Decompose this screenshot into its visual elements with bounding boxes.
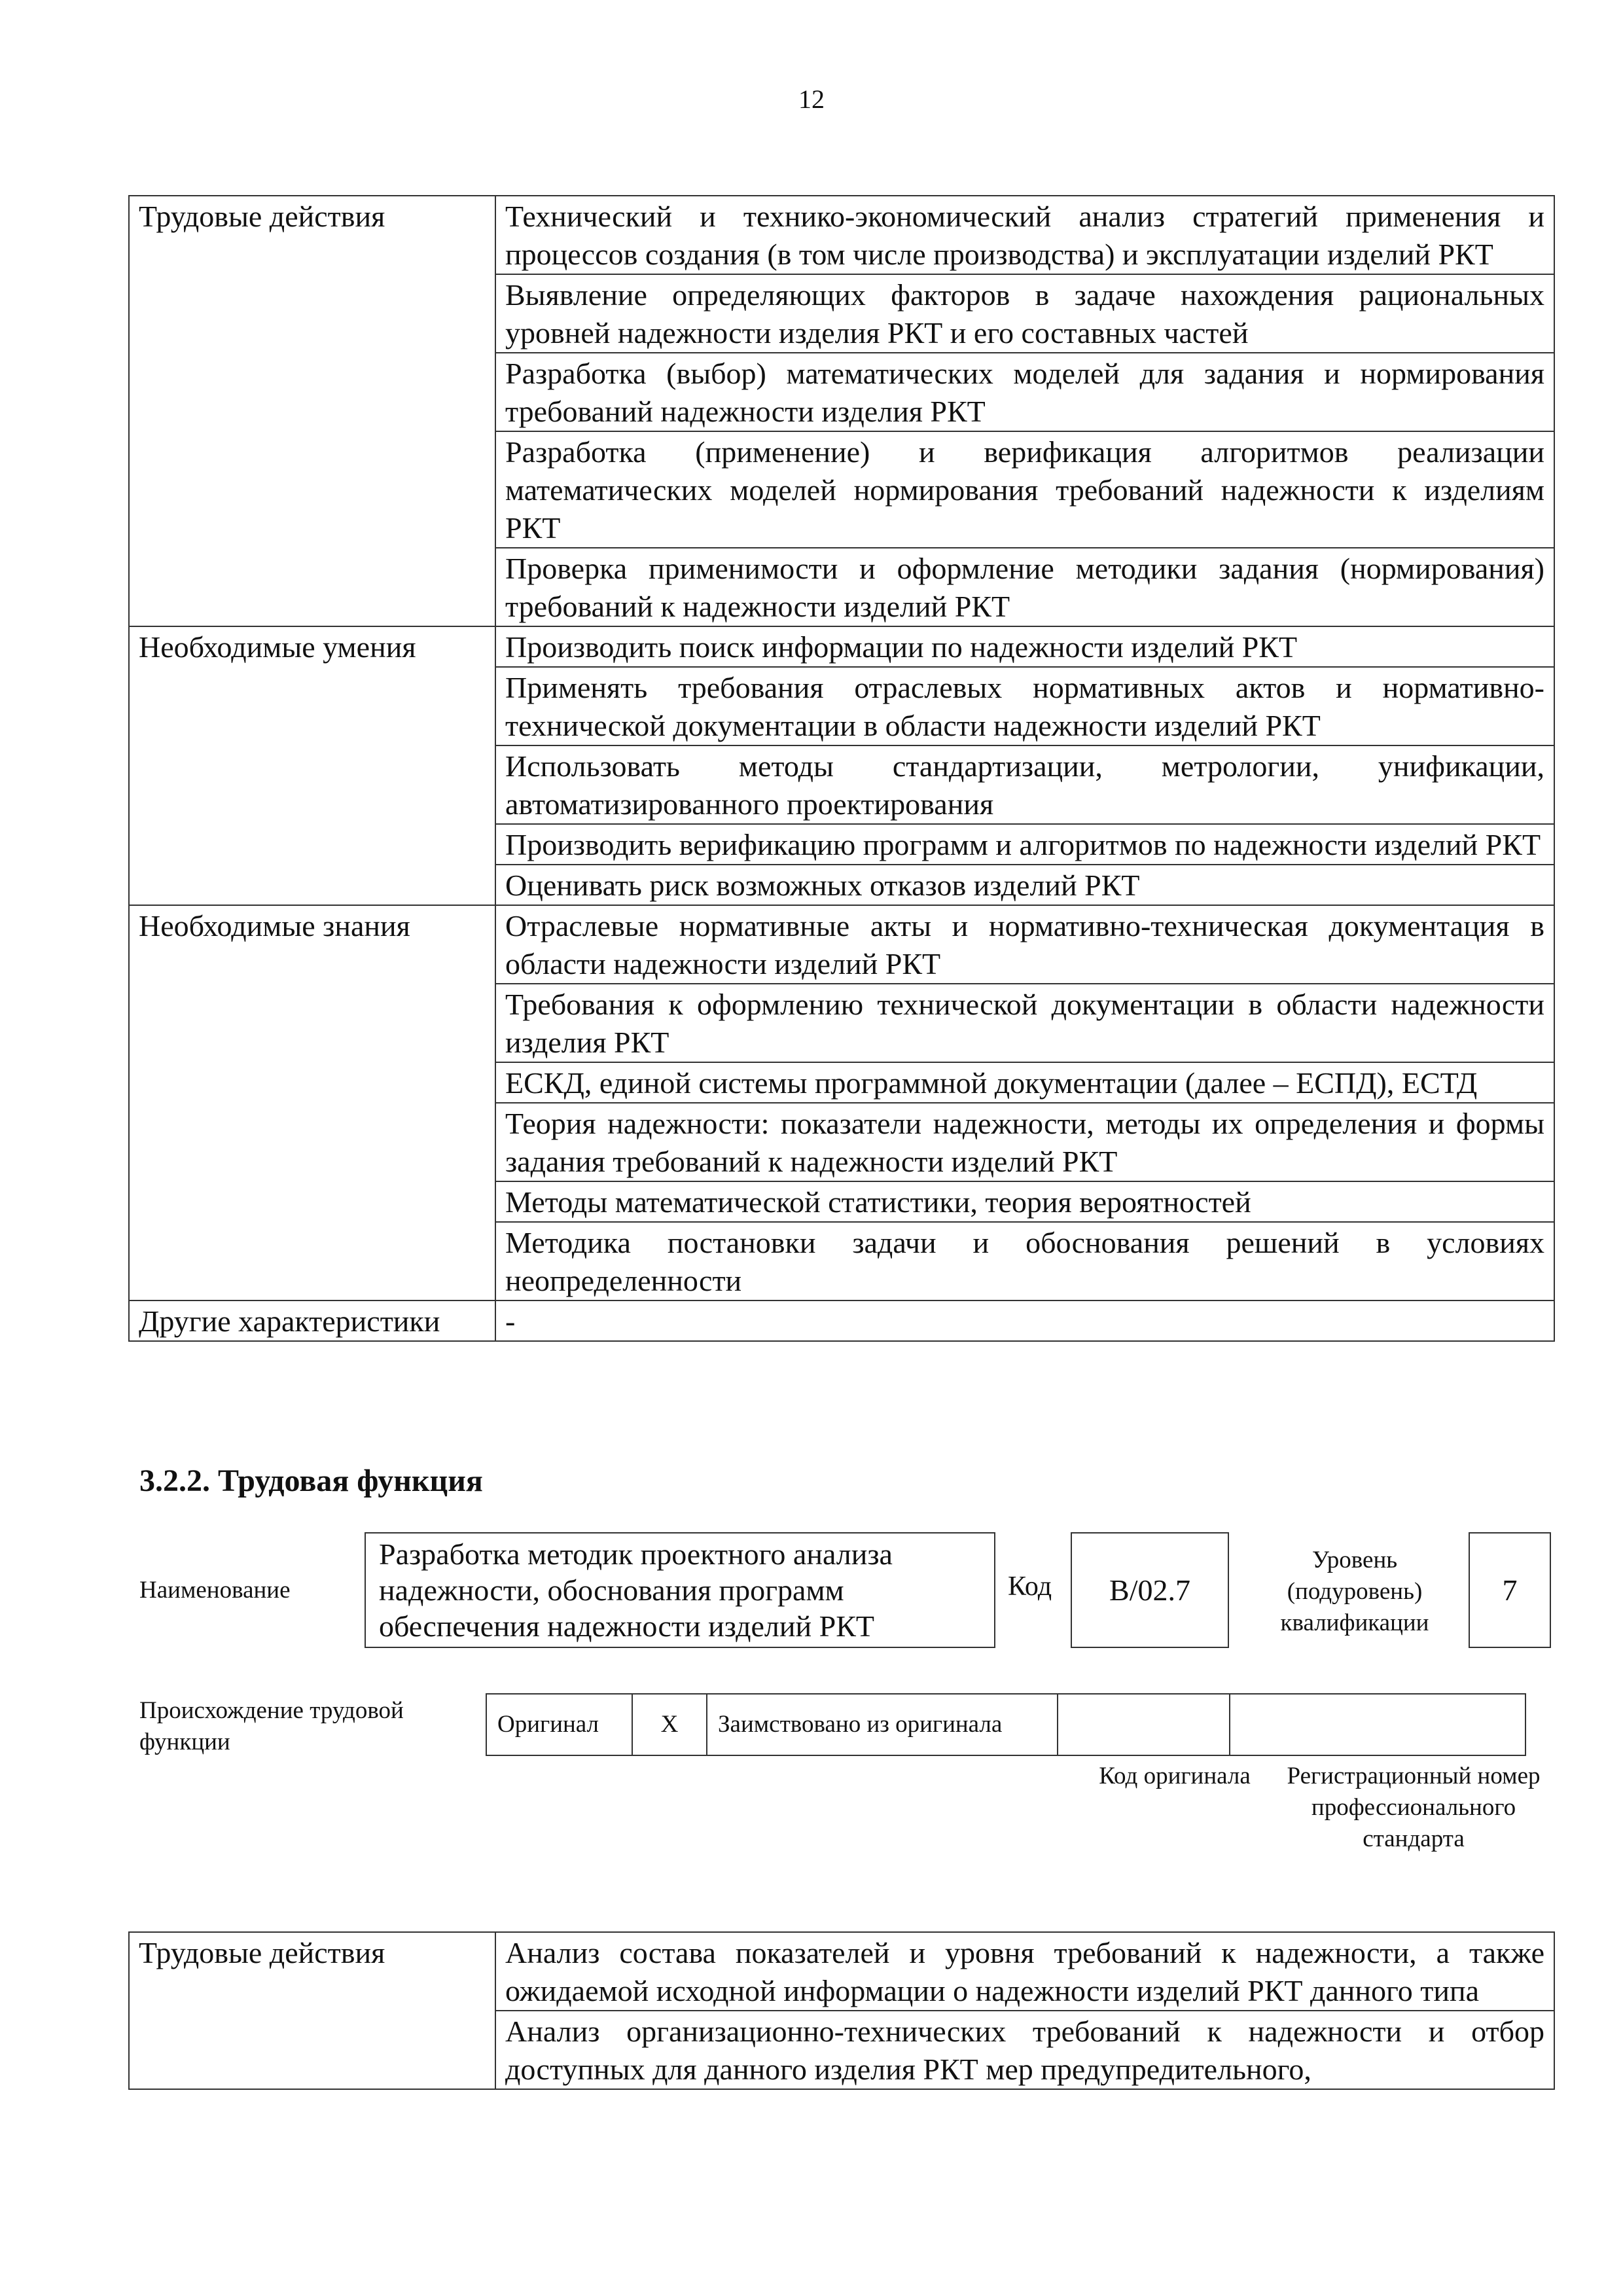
section-heading: 3.2.2. Трудовая функция xyxy=(139,1463,483,1498)
table-row xyxy=(129,196,1554,274)
group-item: Технический и технико-экономический анализ стратегий применения и процессов создания (в том числе производства) и эксплуатации изделий РКТ xyxy=(495,196,1554,274)
group-item: Отраслевые нормативные акты и нормативно-техническая документация в области надежности изделий РКТ xyxy=(495,905,1554,984)
group-label: Трудовые действия xyxy=(129,196,495,626)
registration-number-cell xyxy=(1230,1694,1525,1755)
group-item: - xyxy=(495,1300,1554,1341)
function-code-box: B/02.7 xyxy=(1071,1532,1229,1648)
group-item: Требования к оформлению технической документации в области надежности изделия РКТ xyxy=(495,984,1554,1062)
registration-number-caption: Регистрационный номер профессионального стандарта xyxy=(1287,1763,1541,1852)
table-row xyxy=(129,626,1554,667)
group-item: Методы математической статистики, теория вероятностей xyxy=(495,1181,1554,1222)
group-item: Анализ организационно-технических требований к надежности и отбор доступных для данного изделия РКТ мер предупредительного, xyxy=(495,2011,1554,2089)
group-label: Трудовые действия xyxy=(129,1932,495,2089)
group-item: Выявление определяющих факторов в задаче нахождения рациональных уровней надежности изделия РКТ и его составных частей xyxy=(495,274,1554,353)
origin-label: Происхождение трудовой функции xyxy=(139,1697,404,1755)
original-mark: X xyxy=(632,1694,707,1755)
group-item: Анализ состава показателей и уровня требований к надежности, а также ожидаемой исходной информации о надежности изделий РКТ данного типа xyxy=(495,1932,1554,2011)
page-number: 12 xyxy=(798,84,825,114)
group-label: Необходимые умения xyxy=(129,626,495,905)
group-item: Методика постановки задачи и обоснования решений в условиях неопределенности xyxy=(495,1222,1554,1300)
table-row xyxy=(129,1932,1554,2011)
name-label: Наименование xyxy=(139,1577,291,1604)
qualification-level-label: Уровень (подуровень) квалификации xyxy=(1280,1547,1429,1636)
origin-table xyxy=(486,1693,1526,1756)
function-name-box: Разработка методик проектного анализа надежности, обоснования программ обеспечения надежности изделий РКТ xyxy=(365,1532,995,1648)
group-item: Разработка (выбор) математических моделей для задания и нормирования требований надежности изделия РКТ xyxy=(495,353,1554,431)
group-item: ЕСКД, единой системы программной документации (далее – ЕСПД), ЕСТД xyxy=(495,1062,1554,1103)
original-label: Оригинал xyxy=(486,1694,632,1755)
labor-actions-table xyxy=(128,1931,1555,2090)
qualification-level-box: 7 xyxy=(1469,1532,1551,1648)
group-item: Теория надежности: показатели надежности, методы их определения и формы задания требований к надежности изделий РКТ xyxy=(495,1103,1554,1181)
group-item: Использовать методы стандартизации, метрологии, унификации, автоматизированного проектирования xyxy=(495,745,1554,824)
group-label: Другие характеристики xyxy=(129,1300,495,1341)
group-item: Производить поиск информации по надежности изделий РКТ xyxy=(495,626,1554,667)
borrowed-label: Заимствовано из оригинала xyxy=(707,1694,1058,1755)
code-label: Код xyxy=(1008,1571,1052,1602)
group-item: Оценивать риск возможных отказов изделий РКТ xyxy=(495,865,1554,905)
table-row xyxy=(129,1300,1554,1341)
original-code-caption: Код оригинала xyxy=(1099,1763,1251,1789)
group-item: Применять требования отраслевых нормативных актов и нормативно-технической документации в области надежности изделий РКТ xyxy=(495,667,1554,745)
group-item: Разработка (применение) и верификация алгоритмов реализации математических моделей нормирования требований надежности к изделиям РКТ xyxy=(495,431,1554,548)
competency-table xyxy=(128,195,1555,1342)
group-label: Необходимые знания xyxy=(129,905,495,1300)
original-code-cell xyxy=(1058,1694,1230,1755)
group-item: Производить верификацию программ и алгоритмов по надежности изделий РКТ xyxy=(495,824,1554,865)
table-row xyxy=(129,905,1554,984)
group-item: Проверка применимости и оформление методики задания (нормирования) требований к надежности изделий РКТ xyxy=(495,548,1554,626)
